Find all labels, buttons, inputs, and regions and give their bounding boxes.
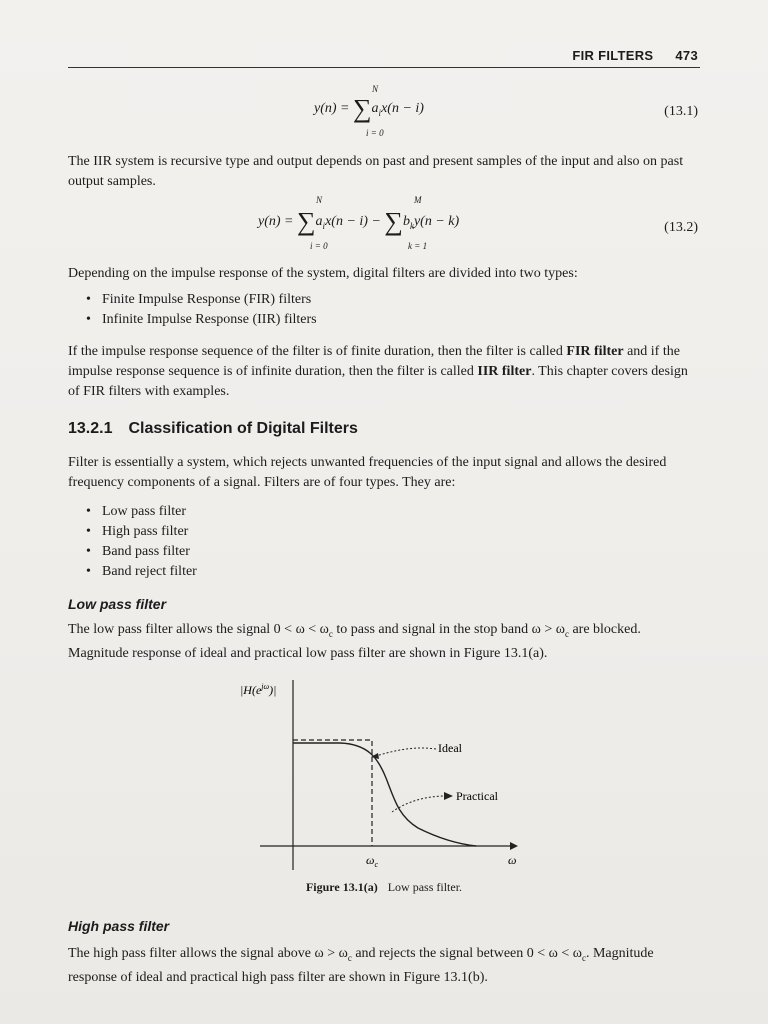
cutoff-label: $\omega_c$ — [366, 853, 379, 869]
subheading-highpass: High pass filter — [68, 918, 170, 934]
eq2-term-1: x(n − i) − — [325, 214, 381, 229]
eq2-lower-limit-1: i = 0 — [310, 241, 328, 251]
eq1-coef-sub: i — [378, 107, 382, 118]
equation-13-1 — [314, 84, 424, 138]
paragraph-types-intro: Depending on the impulse response of the system, digital filters are divided into two types: — [68, 266, 578, 281]
equation-number-13-2: (13.2) — [664, 220, 698, 235]
eq2-upper-limit-1: N — [316, 195, 323, 205]
paragraph-classification-intro: Filter is essentially a system, which rejects unwanted frequencies of the input signal and allows the desired frequency components of a signal. Filters are of four types. They are: — [68, 455, 667, 490]
text-run: . Magnitude response of ideal and practical high pass filter are shown in Figure 13.1(b). — [68, 946, 654, 985]
eq2-term-2: y(n − k) — [413, 214, 460, 229]
header-title: FIR FILTERS — [572, 48, 654, 63]
list-item: • Low pass filter — [68, 502, 197, 522]
eq2-coef-b-sub: k — [409, 220, 414, 231]
eq2-coef-b: b — [402, 214, 410, 229]
filter-type-list — [68, 290, 317, 330]
equation-number-13-1: (13.1) — [664, 104, 698, 119]
text-run: are blocked. Magnitude response of ideal and practical low pass filter are shown in Figure 13.1(a). — [68, 622, 641, 661]
paragraph-fir-iir-definition — [68, 342, 700, 402]
figure-caption — [0, 880, 768, 895]
eq1-term: x(n − i) — [381, 101, 424, 116]
eq2-lhs: y(n) = — [258, 214, 294, 229]
x-axis-label: ω — [508, 853, 517, 867]
header-rule — [68, 67, 700, 68]
section-title: Classification of Digital Filters — [128, 420, 358, 437]
eq2-lower-limit-2: k = 1 — [408, 241, 428, 251]
subscript: c — [328, 628, 333, 639]
eq1-lower-limit: i = 0 — [366, 128, 384, 138]
paragraph-iir-intro: The IIR system is recursive type and output depends on past and present samples of the input and also on past output samples. — [68, 154, 684, 189]
list-item: • Finite Impulse Response (FIR) filters — [68, 290, 317, 310]
section-number: 13.2.1 — [68, 420, 113, 437]
eq1-lhs: y(n) = — [314, 101, 350, 116]
eq1-coef: a — [371, 101, 379, 116]
text-run: If the impulse response sequence of the filter is of finite duration, then the filter is called — [68, 344, 567, 359]
text-run: . This chapter covers design of FIR filters with examples. — [68, 364, 688, 399]
eq2-upper-limit-2: M — [414, 195, 422, 205]
ideal-pointer — [376, 748, 436, 756]
subscript: c — [564, 628, 569, 639]
list-item: • Band reject filter — [68, 562, 197, 582]
page-number: 473 — [675, 48, 698, 63]
eq2-coef-a-sub: i — [322, 220, 326, 231]
filter-kind-list — [68, 502, 197, 582]
running-header — [572, 48, 698, 63]
text-run: The high pass filter allows the signal above ω > ω — [68, 946, 348, 961]
text-run: and if the impulse response sequence is of infinite duration, then the filter is called — [68, 344, 680, 379]
x-axis-arrow — [510, 842, 518, 850]
subscript: c — [347, 952, 352, 963]
term-iir-filter: IIR filter — [477, 364, 532, 379]
equation-13-2 — [258, 195, 460, 251]
list-item: • Band pass filter — [68, 542, 197, 562]
list-item: • Infinite Impulse Response (IIR) filters — [68, 310, 317, 330]
sigma-symbol: ∑ — [384, 207, 403, 236]
text-run: and rejects the signal between 0 < ω < ω — [351, 946, 582, 961]
ylabel: $|H(e^{j\omega})|$ — [240, 682, 277, 697]
term-fir-filter: FIR filter — [566, 344, 624, 359]
practical-pointer-arrow — [444, 792, 453, 800]
ideal-label: Ideal — [438, 741, 462, 755]
caption-text: Low pass filter. — [387, 880, 463, 894]
lowpass-figure — [220, 670, 540, 870]
eq2-coef-a: a — [315, 214, 323, 229]
text-run: to pass and signal in the stop band ω > ω — [332, 622, 565, 637]
paragraph-lowpass — [68, 620, 700, 664]
subheading-lowpass: Low pass filter — [68, 596, 167, 612]
sigma-symbol: ∑ — [297, 207, 316, 236]
sigma-symbol: ∑ — [353, 94, 372, 123]
section-heading — [68, 420, 358, 438]
ideal-response — [293, 740, 372, 846]
paragraph-highpass — [68, 944, 700, 988]
eq1-upper-limit: N — [372, 84, 379, 94]
subscript: c — [581, 952, 586, 963]
practical-label: Practical — [456, 789, 498, 803]
text-run: The low pass filter allows the signal 0 < ω < ω — [68, 622, 329, 637]
caption-label: Figure 13.1(a) — [305, 880, 378, 894]
list-item: • High pass filter — [68, 522, 197, 542]
